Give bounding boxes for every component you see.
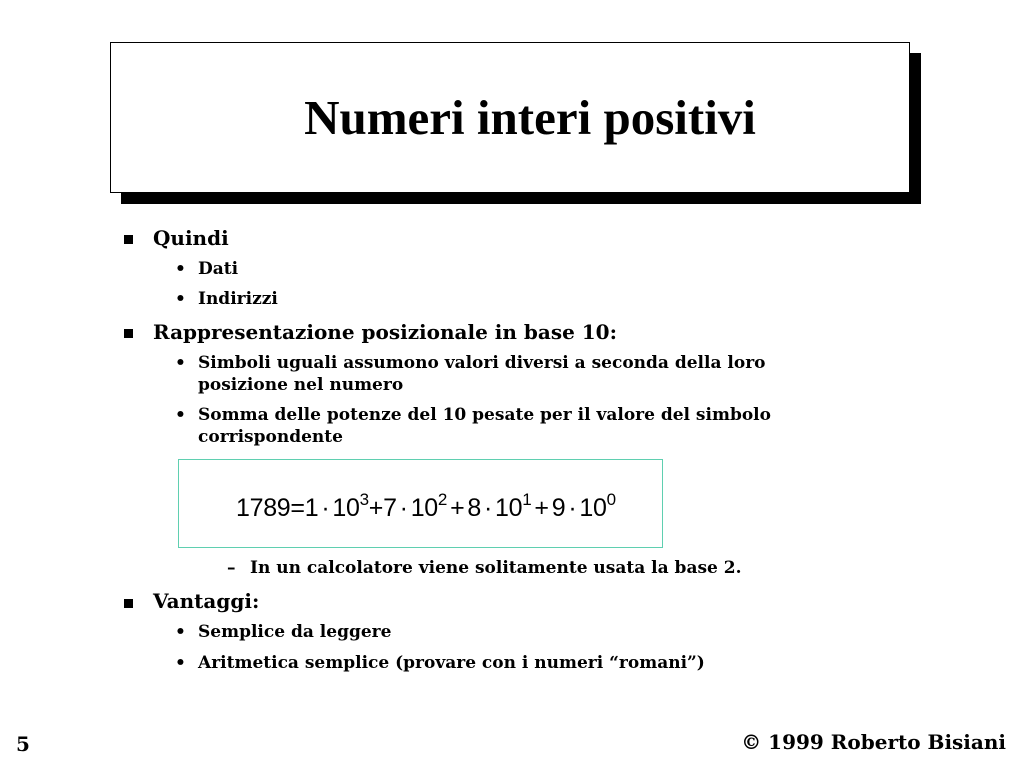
- note-base-2: In un calcolatore viene solitamente usata la base 2.: [250, 558, 742, 578]
- square-bullet-icon: [124, 329, 133, 338]
- term-exponent: 3: [359, 490, 369, 509]
- plus-sign: +: [450, 494, 465, 522]
- term-digit: 8: [467, 494, 481, 522]
- term-base: 10: [332, 494, 360, 522]
- sub-bullet-indirizzi: Indirizzi: [198, 289, 278, 309]
- dash-bullet-icon: –: [227, 558, 236, 578]
- plus-sign: +: [368, 494, 384, 522]
- slide-title: Numeri interi positivi: [304, 90, 756, 145]
- sub-bullet-somma-line-1: Somma delle potenze del 10 pesate per il valore del simbolo: [198, 405, 771, 425]
- times-dot: ·: [568, 494, 577, 522]
- sub-bullet-semplice: Semplice da leggere: [198, 622, 392, 642]
- square-bullet-icon: [124, 599, 133, 608]
- bullet-dot-icon: •: [175, 405, 186, 425]
- times-dot: ·: [484, 494, 493, 522]
- term-base: 10: [410, 494, 438, 522]
- term-digit: 7: [383, 494, 397, 522]
- equals-sign: =: [290, 494, 305, 522]
- term-exponent: 2: [437, 490, 448, 509]
- page-number: 5: [16, 732, 30, 756]
- formula: [236, 490, 616, 523]
- term-base: 10: [495, 494, 523, 522]
- bullet-rappresentazione: Rappresentazione posizionale in base 10:: [153, 320, 617, 344]
- bullet-dot-icon: •: [175, 622, 186, 642]
- sub-bullet-simboli-line-1: Simboli uguali assumono valori diversi a seconda della loro: [198, 353, 766, 373]
- term-exponent: 0: [606, 490, 616, 509]
- bullet-dot-icon: •: [175, 259, 186, 279]
- bullet-vantaggi: Vantaggi:: [153, 589, 260, 613]
- sub-bullet-aritmetica: Aritmetica semplice (provare con i numeri “romani”): [198, 653, 705, 673]
- bullet-dot-icon: •: [175, 289, 186, 309]
- times-dot: ·: [321, 494, 330, 522]
- term-digit: 9: [551, 494, 566, 522]
- times-dot: ·: [399, 494, 408, 522]
- term-exponent: 1: [522, 490, 532, 509]
- sub-bullet-somma-line-2: corrispondente: [198, 427, 343, 447]
- term-base: 10: [579, 494, 607, 522]
- copyright-notice: © 1999 Roberto Bisiani: [741, 730, 1006, 754]
- term-digit: 1: [304, 494, 319, 522]
- formula-box: [178, 459, 663, 548]
- formula-lhs: 1789: [236, 494, 291, 522]
- square-bullet-icon: [124, 235, 133, 244]
- sub-bullet-dati: Dati: [198, 259, 239, 279]
- sub-bullet-simboli-line-2: posizione nel numero: [198, 375, 404, 395]
- title-box: [110, 42, 910, 193]
- bullet-dot-icon: •: [175, 353, 186, 373]
- bullet-quindi: Quindi: [153, 226, 229, 250]
- bullet-dot-icon: •: [175, 653, 186, 673]
- plus-sign: +: [534, 494, 549, 522]
